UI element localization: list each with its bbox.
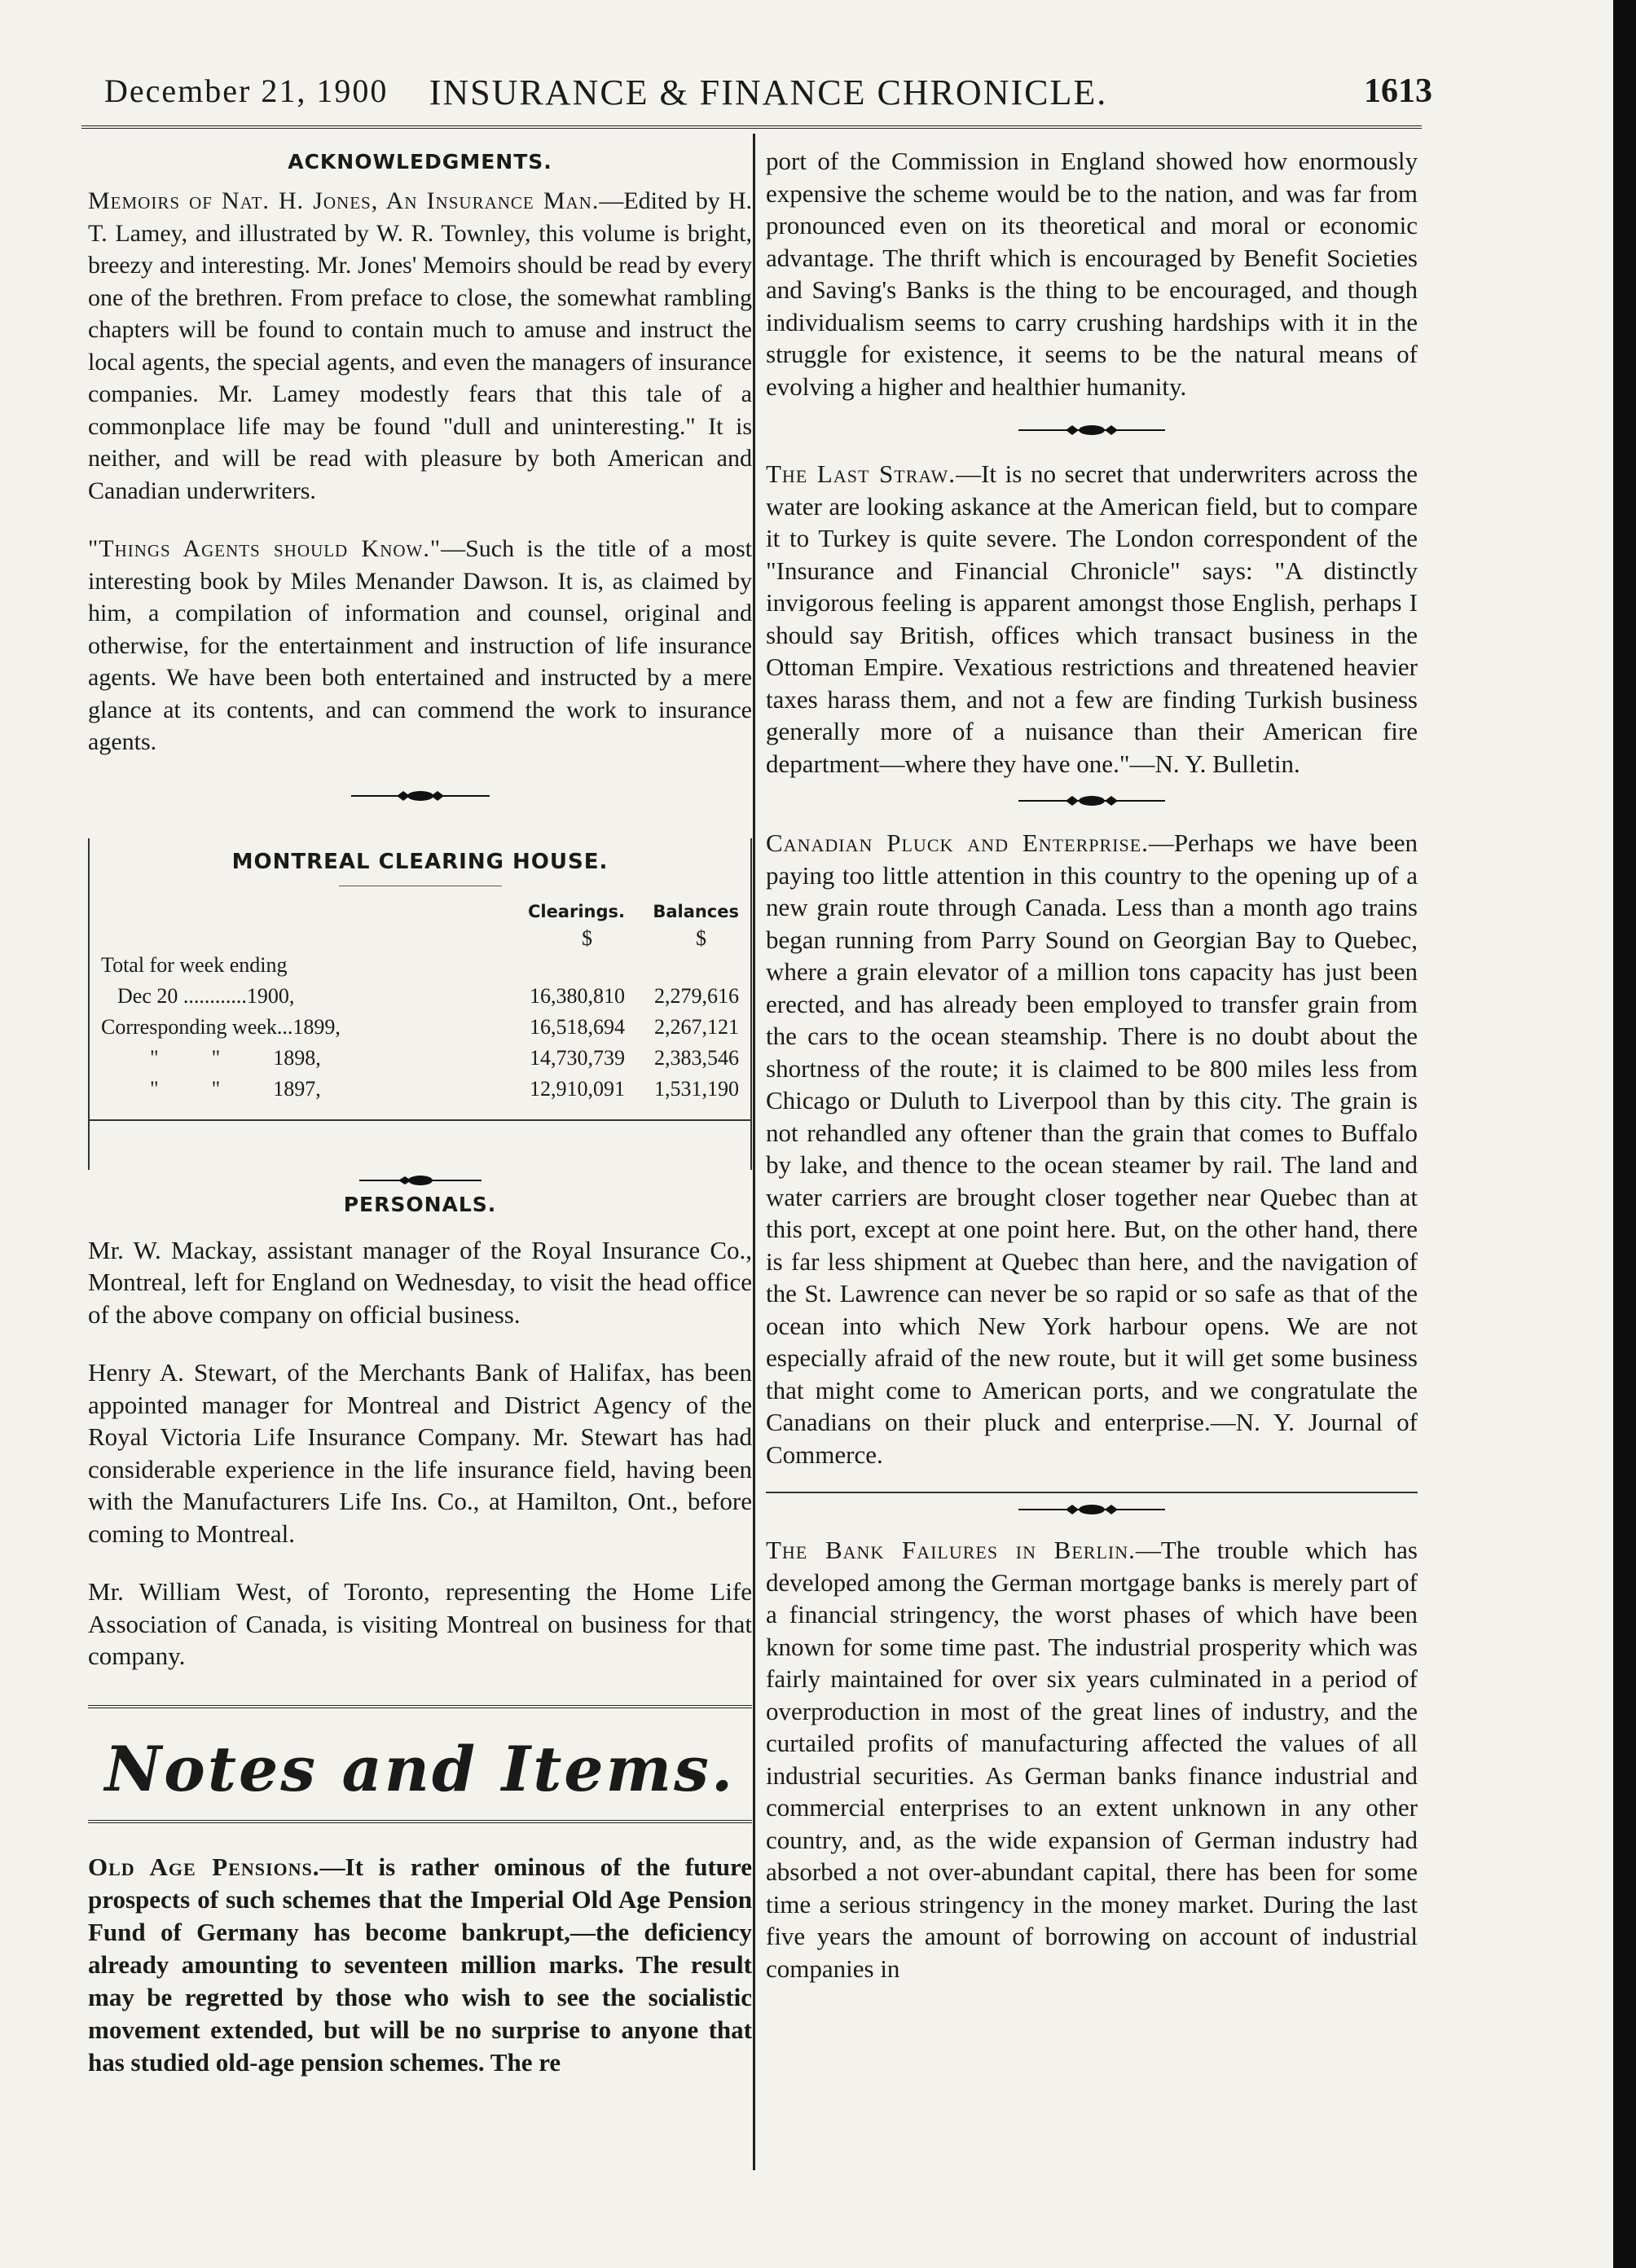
pensions-continued: port of the Commission in England showed how enormously expensive the scheme would be to the nation, and was far from pronounced even on its theoretical and moral or economic advantage. The thrift which is encouraged by Benefit Societies and Saving's Banks is the thing to be encouraged, and though individualism seems to carry crushing hardships with it in the struggle for existence, it seems to be the natural means of evolving a higher and healthier humanity. bbox=[766, 147, 1418, 401]
ack-memoirs-lead: Memoirs of Nat. H. Jones, An Insurance Man. bbox=[88, 187, 600, 214]
bank-failures-body: —The trouble which has developed among the German mortgage banks is merely part of a financial stringency, the worst phases of which have been known for some time past. The industrial prosperity which was fairly maintained for over six years culminated in a period of overproduction in most of the great lines of industry, and the curtailed profits of manufacturing affected the values of all industrial securities. As German banks finance industrial and commercial enterprises to an extent unknown in any other country, and, as the wide expansion of German industry had absorbed a not over-abundant capital, there has been for some time a serious stringency in the money market. During the last five years the amount of borrowing on account of industrial companies in bbox=[766, 1536, 1418, 1983]
column-divider bbox=[753, 134, 755, 2170]
bank-failures-lead: The Bank Failures in Berlin. bbox=[766, 1536, 1136, 1564]
ack-things-agents-body: —Such is the title of a most interesting book by Miles Menander Dawson. It is, as claimed by him, a compilation of information and counsel, original and otherwise, for the entertainment and instruction of life insurance agents. We have been both entertained and instructed by a mere glance at its contents, and can commend the work to insurance agents. bbox=[88, 535, 752, 755]
balances-currency: $ bbox=[696, 925, 706, 950]
balances-column-header: Balances bbox=[653, 901, 739, 921]
last-straw-lead: The Last Straw. bbox=[766, 459, 957, 488]
last-straw-article bbox=[766, 458, 1418, 780]
clearings-value: 12,910,091 bbox=[530, 1076, 625, 1101]
row-label: " " 1898, bbox=[150, 1045, 321, 1070]
ornament-divider bbox=[1018, 422, 1165, 438]
notes-and-items-heading: Notes and Items. bbox=[104, 1732, 736, 1805]
ornament-divider bbox=[351, 788, 490, 804]
clearing-currency-row bbox=[101, 927, 739, 950]
balances-value: 2,279,616 bbox=[654, 983, 739, 1008]
old-age-pensions-lead: Old Age Pensions. bbox=[88, 1852, 320, 1881]
old-age-pensions-body: —It is rather ominous of the future prospects of such schemes that the Imperial Old Age Pension Fund of Germany has become bankrupt,—the deficiency already amounting to seventeen million marks. The result may be regretted by those who wish to see the socialistic movement extended, but will be no surprise to anyone that has studied old-age pension schemes. The re bbox=[88, 1852, 752, 2077]
scan-edge bbox=[1613, 0, 1636, 2268]
ornament-divider bbox=[359, 1173, 482, 1188]
bank-failures-article bbox=[766, 1534, 1418, 1984]
clearing-header-row bbox=[101, 896, 739, 927]
clearings-value: 16,380,810 bbox=[530, 983, 625, 1008]
row-label: " " 1897, bbox=[150, 1076, 321, 1101]
clearing-house-heading: MONTREAL CLEARING HOUSE. bbox=[231, 849, 609, 874]
clearings-currency: $ bbox=[582, 925, 592, 950]
balances-value: 2,267,121 bbox=[654, 1014, 739, 1039]
row-label: Dec 20 ............1900, bbox=[117, 983, 295, 1008]
page-number: 1613 bbox=[1364, 73, 1432, 110]
personal-mackay: Mr. W. Mackay, assistant manager of the Royal Insurance Co., Montreal, left for England on Wednesday, to visit the head office of the above company on official business. bbox=[88, 1235, 752, 1329]
ack-paragraph-things-agents bbox=[88, 533, 752, 758]
clearing-box-tail bbox=[88, 1121, 752, 1170]
publication-title: INSURANCE & FINANCE CHRONICLE. bbox=[429, 73, 1108, 112]
clearing-row-label bbox=[101, 950, 739, 981]
left-column bbox=[88, 140, 752, 2079]
balances-value: 1,531,190 bbox=[654, 1076, 739, 1101]
week-ending-label: Total for week ending bbox=[101, 952, 288, 977]
ack-memoirs-body: —Edited by H. T. Lamey, and illustrated by W. R. Townley, this volume is bright, breezy and interesting. Mr. Jones' Memoirs should be read by every one of the brethren. From preface to close, the somewhat rambling chapters will be found to contain much to amuse and instruct the local agents, the special agents, and even the managers of insurance companies. Mr. Lamey modestly fears that this tale of a commonplace life may be found "dull and uninteresting." It is neither, and will be read with pleasure by both American and Canadian underwriters. bbox=[88, 187, 752, 504]
section-rule bbox=[766, 1492, 1418, 1493]
personals-heading: PERSONALS. bbox=[343, 1192, 497, 1216]
notes-bottom-rule bbox=[88, 1820, 752, 1826]
issue-date: December 21, 1900 bbox=[104, 73, 389, 109]
table-row bbox=[101, 1012, 739, 1043]
canadian-pluck-article bbox=[766, 827, 1418, 1470]
clearings-column-header: Clearings. bbox=[527, 901, 625, 921]
table-row bbox=[101, 1074, 739, 1105]
clearings-value: 16,518,694 bbox=[530, 1014, 625, 1039]
table-row bbox=[101, 981, 739, 1012]
canadian-pluck-lead: Canadian Pluck and Enterprise. bbox=[766, 829, 1149, 857]
header-rule bbox=[81, 125, 1422, 132]
clearings-value: 14,730,739 bbox=[530, 1045, 625, 1070]
notes-top-rule bbox=[88, 1705, 752, 1712]
canadian-pluck-body: —Perhaps we have been paying too little attention in this country to the opening up of a new grain route through Canada. Less than a month ago trains began running from Parry Sound on Georgian Bay to Quebec, where a grain elevator of a million tons capacity has just been erected, and has already been employed to transfer grain from the cars to the ocean steamship. There is no doubt about the shortness of the route; it is claimed to be 800 miles less from Chicago or Duluth to Liverpool than by this city. The grain is not rehandled any oftener than the grain that comes to Buffalo by lake, and thence to the ocean steamer by rail. The land and water carriers are brought closer together near Quebec than at this port, except at one point here. But, on the other hand, there is far less shipment at Quebec than here, and the navigation of the St. Lawrence can never be so rapid or so safe as that of the ocean into which New York harbour opens. We are not especially afraid of the new route, but it will get some business that might come to American ports, and we congratulate the Canadians on their pluck and enterprise.—N. Y. Journal of Commerce. bbox=[766, 829, 1418, 1469]
clearing-house-table bbox=[88, 838, 752, 1119]
personal-west: Mr. William West, of Toronto, representing the Home Life Association of Canada, is visiting Montreal on business for that company. bbox=[88, 1577, 752, 1670]
personal-stewart: Henry A. Stewart, of the Merchants Bank of Halifax, has been appointed manager for Montreal and District Agency of the Royal Victoria Life Insurance Company. Mr. Stewart has had considerable experience in the life insurance field, having been with the Manufacturers Life Ins. Co., at Hamilton, Ont., before coming to Montreal. bbox=[88, 1358, 752, 1548]
ornament-divider bbox=[1018, 1501, 1165, 1518]
table-row bbox=[101, 1043, 739, 1074]
page-header bbox=[104, 72, 1432, 121]
acknowledgments-heading: ACKNOWLEDGMENTS. bbox=[288, 150, 552, 174]
last-straw-body: —It is no secret that underwriters across the water are looking askance at the American field, but to compare it to Turkey is quite severe. The London correspondent of the "Insurance and Financial Chronicle" says: "A distinctly invigorous feeling is apparent amongst those English, perhaps I should say British, offices which transact business in the Ottoman Empire. Vexatious restrictions and threatened heavier taxes harass them, and not a few are finding Turkish business generally more of a nuisance than their American fire department—where they have one."—N. Y. Bulletin. bbox=[766, 459, 1418, 778]
ornament-divider bbox=[1018, 793, 1165, 809]
ack-things-agents-lead: "Things Agents should Know." bbox=[88, 535, 442, 562]
ack-paragraph-memoirs bbox=[88, 185, 752, 507]
right-column bbox=[766, 140, 1418, 1984]
balances-value: 2,383,546 bbox=[654, 1045, 739, 1070]
row-label: Corresponding week...1899, bbox=[101, 1014, 341, 1039]
old-age-pensions-article bbox=[88, 1851, 752, 2079]
